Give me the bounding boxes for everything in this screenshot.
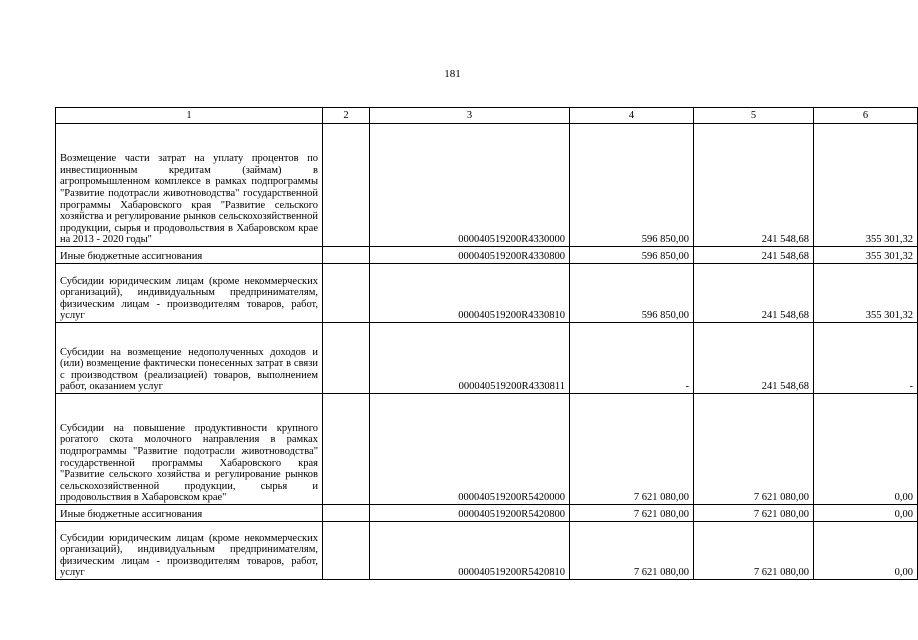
row-value-5: 7 621 080,00 bbox=[694, 394, 814, 505]
row-col2 bbox=[323, 247, 370, 264]
row-value-6: 0,00 bbox=[814, 394, 918, 505]
header-cell: 5 bbox=[694, 108, 814, 124]
table-row bbox=[56, 247, 918, 264]
row-code: 000040519200R4330000 bbox=[370, 124, 570, 247]
row-value-5: 241 548,68 bbox=[694, 264, 814, 323]
row-value-6: 0,00 bbox=[814, 522, 918, 580]
row-value-4: 7 621 080,00 bbox=[570, 394, 694, 505]
row-code: 000040519200R5420000 bbox=[370, 394, 570, 505]
page-number: 181 bbox=[444, 68, 461, 80]
row-name: Субсидии на возмещение недополученных доходов и (или) возмещение фактически понесенных затрат в связи с производством (реализацией) товаров, выполнением работ, оказанием услуг bbox=[56, 323, 323, 394]
header-cell: 3 bbox=[370, 108, 570, 124]
row-value-4: 7 621 080,00 bbox=[570, 505, 694, 522]
row-value-6: - bbox=[814, 323, 918, 394]
row-name: Иные бюджетные ассигнования bbox=[56, 247, 323, 264]
row-value-5: 241 548,68 bbox=[694, 323, 814, 394]
row-col2 bbox=[323, 264, 370, 323]
table-row bbox=[56, 264, 918, 323]
row-col2 bbox=[323, 124, 370, 247]
row-name: Возмещение части затрат на уплату процентов по инвестиционным кредитам (займам) в агропромышленном комплексе в рамках подпрограммы "Развитие подотрасли животноводства" государственной программы Хабаровского края "Развитие сельского хозяйства и регулирование рынков сельскохозяйственной продукции, сырья и продовольствия в Хабаровском крае на 2013 - 2020 годы" bbox=[56, 124, 323, 247]
row-value-5: 7 621 080,00 bbox=[694, 505, 814, 522]
header-cell: 6 bbox=[814, 108, 918, 124]
row-name: Иные бюджетные ассигнования bbox=[56, 505, 323, 522]
row-value-4: 596 850,00 bbox=[570, 264, 694, 323]
header-cell: 1 bbox=[56, 108, 323, 124]
row-col2 bbox=[323, 394, 370, 505]
table-row bbox=[56, 394, 918, 505]
table-row bbox=[56, 505, 918, 522]
row-value-6: 355 301,32 bbox=[814, 247, 918, 264]
row-value-6: 0,00 bbox=[814, 505, 918, 522]
row-value-4: 596 850,00 bbox=[570, 247, 694, 264]
row-col2 bbox=[323, 522, 370, 580]
budget-table bbox=[55, 107, 918, 580]
row-code: 000040519200R5420810 bbox=[370, 522, 570, 580]
table-header-row bbox=[56, 108, 918, 124]
row-value-4: 7 621 080,00 bbox=[570, 522, 694, 580]
row-value-5: 241 548,68 bbox=[694, 124, 814, 247]
table-row bbox=[56, 522, 918, 580]
row-value-4: - bbox=[570, 323, 694, 394]
row-col2 bbox=[323, 323, 370, 394]
row-value-5: 241 548,68 bbox=[694, 247, 814, 264]
header-cell: 4 bbox=[570, 108, 694, 124]
row-value-5: 7 621 080,00 bbox=[694, 522, 814, 580]
row-name: Субсидии юридическим лицам (кроме некоммерческих организаций), индивидуальным предпринимателям, физическим лицам - производителям товаров, работ, услуг bbox=[56, 522, 323, 580]
table-row bbox=[56, 124, 918, 247]
row-name: Субсидии на повышение продуктивности крупного рогатого скота молочного направления в рамках подпрограммы "Развитие подотрасли животноводства" государственной программы Хабаровского края "Развитие сельского хозяйства и регулирование рынков сельскохозяйственной продукции, сырья и продовольствия в Хабаровском крае" bbox=[56, 394, 323, 505]
header-cell: 2 bbox=[323, 108, 370, 124]
table-row bbox=[56, 323, 918, 394]
row-name: Субсидии юридическим лицам (кроме некоммерческих организаций), индивидуальным предпринимателям, физическим лицам - производителям товаров, работ, услуг bbox=[56, 264, 323, 323]
row-code: 000040519200R5420800 bbox=[370, 505, 570, 522]
row-value-6: 355 301,32 bbox=[814, 124, 918, 247]
row-code: 000040519200R4330811 bbox=[370, 323, 570, 394]
row-code: 000040519200R4330800 bbox=[370, 247, 570, 264]
row-col2 bbox=[323, 505, 370, 522]
row-code: 000040519200R4330810 bbox=[370, 264, 570, 323]
row-value-4: 596 850,00 bbox=[570, 124, 694, 247]
row-value-6: 355 301,32 bbox=[814, 264, 918, 323]
